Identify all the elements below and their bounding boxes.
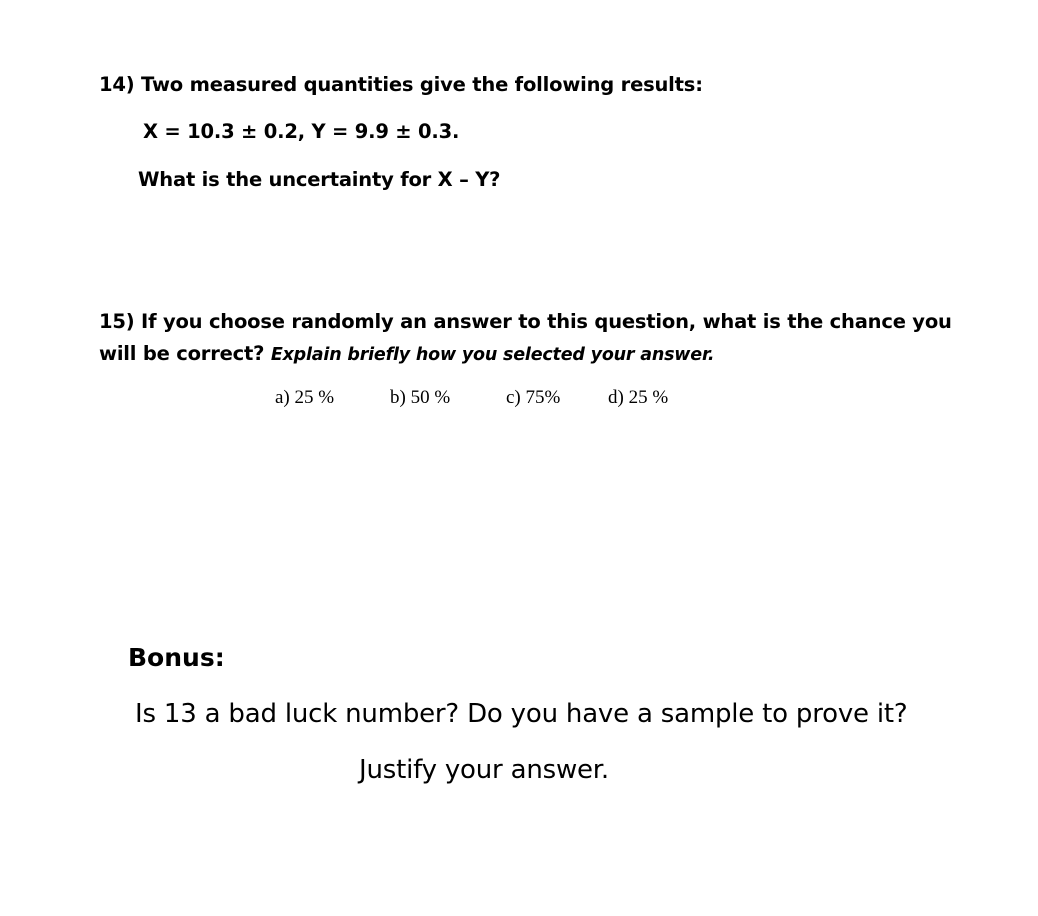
q14-values: X = 10.3 ± 0.2, Y = 9.9 ± 0.3. — [143, 120, 460, 143]
choice-d: d) 25 % — [608, 387, 669, 408]
bonus-title: Bonus: — [128, 643, 225, 672]
q15-instruction: Explain briefly how you selected your answer. — [270, 345, 715, 365]
bonus-line1: Is 13 a bad luck number? Do you have a sample to prove it? — [135, 699, 908, 729]
q15-line2-text: will be correct? — [99, 342, 265, 365]
q14-heading: 14) Two measured quantities give the following results: — [99, 73, 703, 96]
q14-question: What is the uncertainty for X – Y? — [138, 168, 501, 191]
choice-b: b) 50 % — [390, 387, 451, 408]
q15-line1: 15) If you choose randomly an answer to this question, what is the chance you — [99, 310, 952, 333]
bonus-line2: Justify your answer. — [359, 755, 609, 785]
choice-a: a) 25 % — [275, 387, 335, 408]
q15-line2 — [99, 342, 714, 365]
choice-c: c) 75% — [506, 387, 561, 408]
